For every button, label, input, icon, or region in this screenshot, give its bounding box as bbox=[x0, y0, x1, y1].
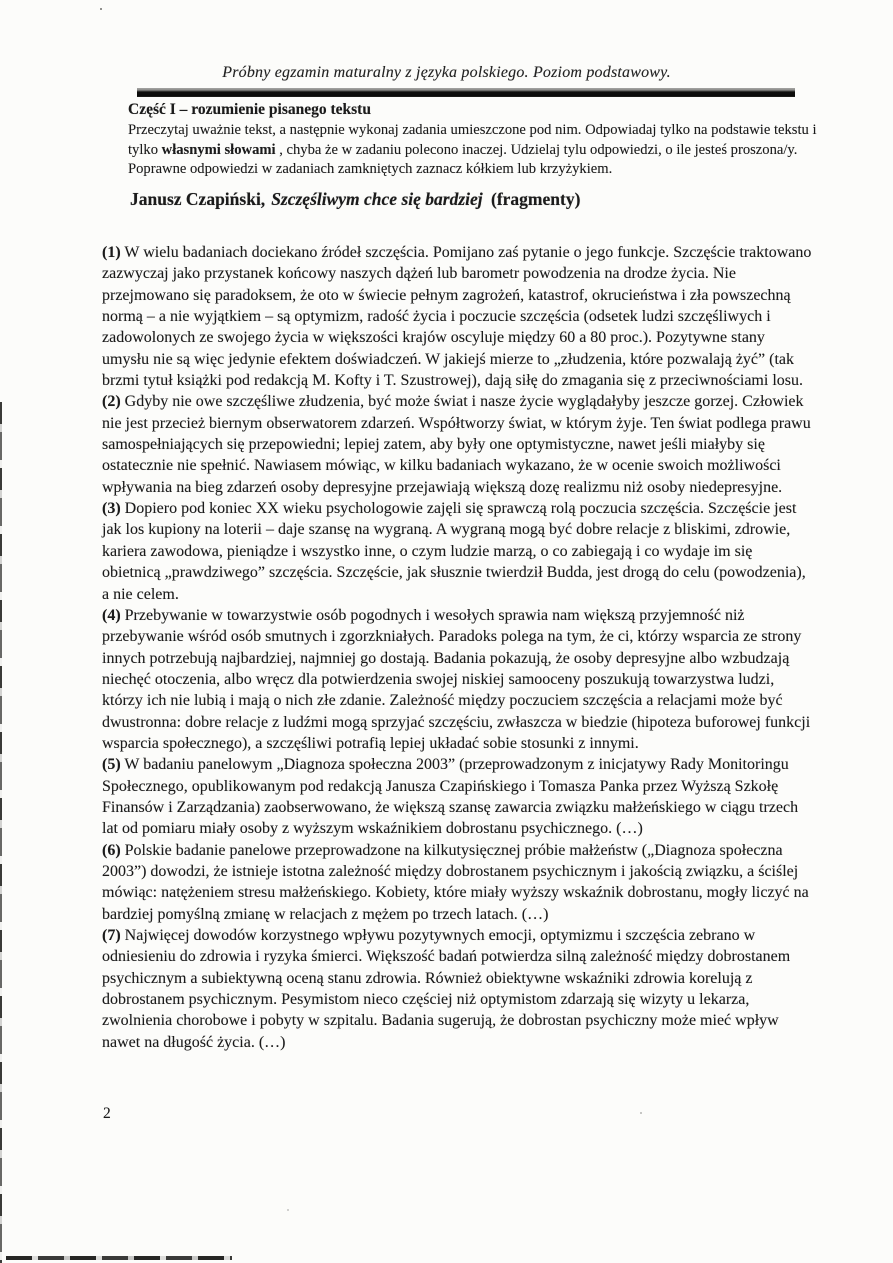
scan-speck bbox=[640, 1112, 642, 1114]
paragraph-4 bbox=[102, 605, 814, 754]
instructions-block bbox=[128, 101, 842, 180]
paragraph-2-text: Gdyby nie owe szczęśliwe złudzenia, być może świat i nasze życie wyglądałyby jeszcze gorzej. Człowiek nie jest przecież biernym obserwatorem zdarzeń. Współtworzy świat, w którym żyje. Ten świat podlega prawu samospełniających się przepowiedni; lepiej zatem, aby były one optymistyczne, nawet jeśli miałyby się ostatecznie nie spełnić. Nawiasem mówiąc, w kilku badaniach wykazano, że w ocenie swoich możliwości wpływania na bieg zdarzeń osoby depresyjne przejawiają większą dozę realizmu niż osoby niedepresyjne. bbox=[102, 393, 811, 496]
article-author: Janusz Czapiński, bbox=[130, 189, 266, 209]
article-body bbox=[102, 242, 814, 1053]
article-title bbox=[130, 189, 580, 210]
paragraph-7-number: (7) bbox=[102, 927, 121, 944]
article-title-suffix: (fragmenty) bbox=[491, 189, 581, 209]
paragraph-5-number: (5) bbox=[102, 756, 121, 774]
paragraph-6 bbox=[102, 840, 814, 925]
paragraph-1-number: (1) bbox=[102, 244, 121, 261]
scan-artifact-bottom-line bbox=[6, 1256, 232, 1260]
paragraph-5-text: W badaniu panelowym „Diagnoza społeczna 2003” (przeprowadzonym z inicjatywy Rady Monitoringu Społecznego, opublikowanym pod redakcją Janusza Czapińskiego i Tomasza Panka przez Wyższą Szkołę Finansów i Zarządzania) zaobserwowano, że większą szansę zawarcia związku małżeńskiego w ciągu trzech lat od pomiaru miały osoby z wyższym wskaźnikiem dobrostanu psychicznego. (…) bbox=[102, 756, 799, 838]
paragraph-6-text: Polskie badanie panelowe przeprowadzone na kilkutysięcznej próbie małżeństw („Diagnoza społeczna 2003”) dowodzi, że istnieje istotna zależność między dobrostanem psychicznym i jakością związku, a ściślej mówiąc: natężeniem stresu małżeńskiego. Kobiety, które miały wyższy wskaźnik dobrostanu, mogły liczyć na bardziej pomyślną zmianę w relacjach z mężem po trzech latach. (…) bbox=[102, 841, 809, 923]
instructions-bold-phrase: własnymi słowami bbox=[161, 141, 276, 158]
paragraph-7-text: Najwięcej dowodów korzystnego wpływu pozytywnych emocji, optymizmu i szczęścia zebrano w odniesieniu do zdrowia i ryzyka śmierci. Większość badań potwierdza silną zależność między dobrostanem psychicznym a subiektywną oceną stanu zdrowia. Również obiektywne wskaźniki zdrowia korelują z dobrostanem psychicznym. Pesymistom nieco częściej niż optymistom zdarzają się wizyty u lekarza, zwolnienia chorobowe i pobyty w szpitalu. Badania sugerują, że dobrostan psychiczny może mieć wpływ nawet na długość życia. (…) bbox=[102, 927, 791, 1051]
paragraph-2 bbox=[102, 391, 814, 498]
scan-artifact-left-line bbox=[0, 402, 2, 1263]
paragraph-3-text: Dopiero pod koniec XX wieku psychologowie zajęli się sprawczą rolą poczucia szczęścia. Szczęście jest jak los kupiony na loterii – daje szansę na wygraną. A wygraną mogą być dobre relacje z bliskimi, zdrowie, kariera zawodowa, pieniądze i wszystko inne, o czym ludzie marzą, o co zabiegają i co wydaje im się obietnicą „prawdziwego” szczęścia. Szczęście, jak słusznie twierdził Budda, jest drogą do celu (powodzenia), a nie celem. bbox=[102, 500, 806, 603]
paragraph-3 bbox=[102, 498, 814, 605]
paragraph-7 bbox=[102, 925, 814, 1053]
running-header: Próbny egzamin maturalny z języka polskiego. Poziom podstawowy. bbox=[222, 64, 671, 81]
paragraph-1 bbox=[102, 242, 814, 391]
header-rule bbox=[137, 88, 795, 97]
section-heading: Część I – rozumienie pisanego tekstu bbox=[128, 101, 371, 118]
paragraph-4-text: Przebywanie w towarzystwie osób pogodnych i wesołych sprawia nam większą przyjemność niż przebywanie wśród osób smutnych i zgorzkniałych. Paradoks polega na tym, że ci, którzy wsparcia ze strony innych potrzebują najbardziej, najmniej go dostają. Badania pokazują, że osoby depresyjne albo wzbudzają niechęć otoczenia, albo wręcz dla potwierdzenia swojej niskiej samooceny poszukują towarzystwa ludzi, którzy ich nie lubią i mają o nich złe zdanie. Zależność między poczuciem szczęścia a relacjami może być dwustronna: dobre relacje z ludźmi mogą sprzyjać szczęściu, zwłaszcza w biedzie (hipoteza buforowej funkcji wsparcia społecznego), a szczęśliwi potrafią lepiej układać sobie stosunki z innymi. bbox=[102, 606, 811, 752]
article-work-title: Szczęśliwym chce się bardziej bbox=[271, 189, 483, 209]
page-number: 2 bbox=[103, 1105, 111, 1122]
instructions-part2: , chyba że w zadaniu polecono inaczej. Udzielaj tylu odpowiedzi, o ile jesteś proszona/y. Poprawne odpowiedzi w zadaniach zamkniętych zaznacz kółkiem lub krzyżykiem. bbox=[128, 141, 798, 178]
paragraph-6-number: (6) bbox=[102, 841, 121, 859]
paragraph-3-number: (3) bbox=[102, 500, 121, 518]
instructions-text bbox=[128, 121, 842, 180]
paragraph-4-number: (4) bbox=[102, 606, 121, 624]
paragraph-1-text: W wielu badaniach dociekano źródeł szczęścia. Pomijano zaś pytanie o jego funkcje. Szczęście traktowano zazwyczaj jako przystanek końcowy naszych dążeń lub barometr powodzenia na drodze życia. Nie przejmowano się paradoksem, że oto w świecie pełnym zagrożeń, katastrof, okrucieństwa i zła powszechną normą – a nie wyjątkiem – są optymizm, radość życia i poczucie szczęścia (odsetek ludzi szczęśliwych i zadowolonych ze swojego życia w większości krajów oscyluje między 60 a 80 proc.). Pozytywne stany umysłu nie są więc jedynie efektem doświadczeń. W jakiejś mierze to „złudzenia, które pozwalają żyć” (tak brzmi tytuł książki pod redakcją M. Kofty i T. Szustrowej), dają siłę do zmagania się z przeciwnościami losu. bbox=[102, 244, 812, 390]
paragraph-2-number: (2) bbox=[102, 393, 121, 411]
scan-speck bbox=[287, 1209, 289, 1211]
instructions-part1: Przeczytaj uważnie tekst, a następnie wykonaj zadania umieszczone pod nim. Odpowiadaj tylko na podstawie tekstu i tylko bbox=[128, 122, 817, 158]
scan-speck bbox=[100, 8, 102, 10]
paragraph-5 bbox=[102, 754, 814, 839]
